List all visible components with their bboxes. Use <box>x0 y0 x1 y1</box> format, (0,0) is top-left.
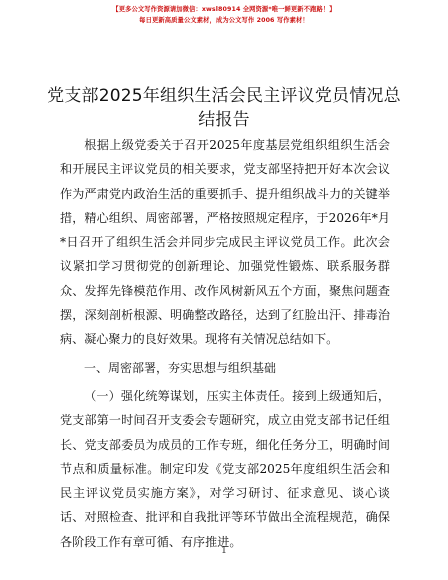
intro-paragraph: 根据上级党委关于召开2025年度基层党组织组织生活会和开展民主评议党员的相关要求，党支部坚持把开好本次会议作为严肃党内政治生活的重要抓手、提升组织战斗力的关键举措，精心组织、周密部署，严格按照规定程序，于2026年*月*日召开了组织生活会并同步完成民主评议党员工作。此次会议紧扣学习贯彻党的创新理论、加强党性锻炼、联系服务群众、发挥先锋模范作用、改作风树新风五个方面，聚焦问题查摆，深刻剖析根源、明确整改路径，达到了红脸出汗、排毒治病、凝心聚力的良好效果。现将有关情况总结如下。 <box>60 138 390 347</box>
section-paragraph: （一）强化统筹谋划，压实主体责任。接到上级通知后，党支部第一时间召开支委会专题研究，成立由党支部书记任组长、党支部委员为成员的工作专班，细化任务分工，明确时间节点和质量标准。制定印发《党支部2025年度组织生活会和民主评议党员实施方案》，对学习研讨、征求意见、谈心谈话、对照检查、批评和自我批评等环节做出全流程规范，确保各阶段工作有章可循、有序推进。 <box>60 388 390 549</box>
section-heading: 一、周密部署，夯实思想与组织基础 <box>84 360 277 375</box>
document-title: 党支部2025年组织生活会民主评议党员情况总结报告 <box>47 86 401 130</box>
promo-banner-line1: 【更多公文写作资源请加微信：xwsl80914 全网资源*唯一鲜更新不跑路！】 <box>112 6 336 13</box>
page-number: 1 <box>221 546 227 556</box>
promo-banner <box>0 4 448 26</box>
promo-banner-line2: 每日更新高质量公文素材，成为公文写作 2006 写作素材！ <box>139 17 309 24</box>
document-body <box>60 133 390 554</box>
